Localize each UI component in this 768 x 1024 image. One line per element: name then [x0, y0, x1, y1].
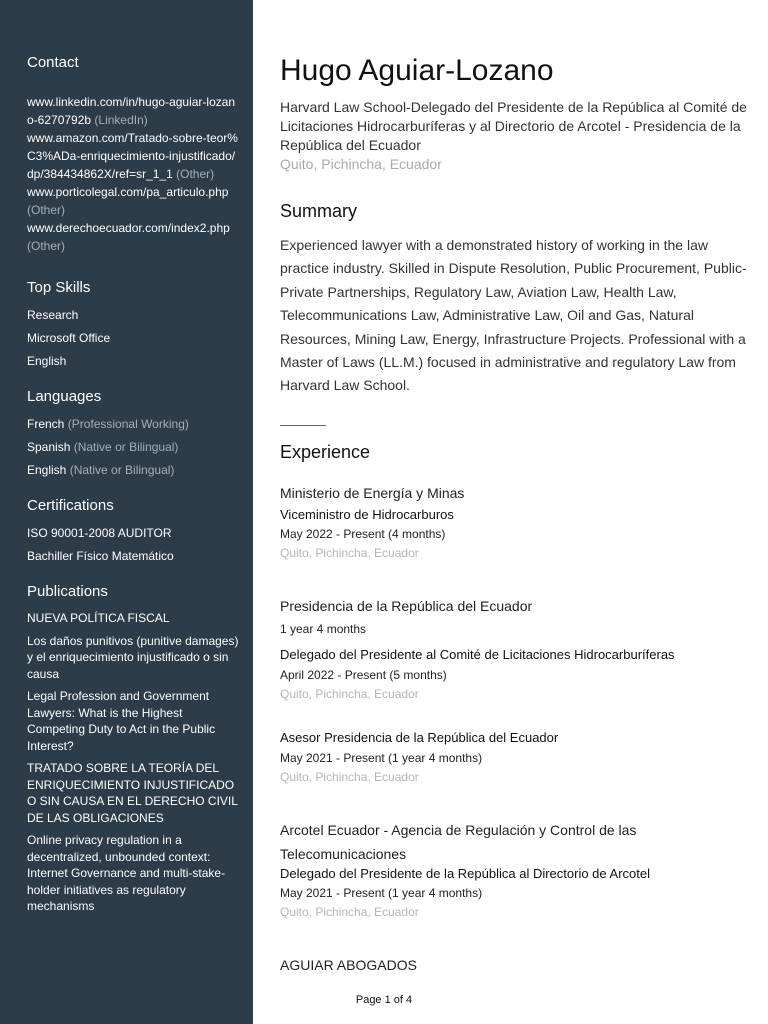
- language-name: Spanish: [27, 440, 71, 454]
- publication-item: Los daños punitivos (punitive damages) y el enriquecimiento injustificado o sin causa: [27, 633, 239, 681]
- certifications-heading: Certifications: [27, 497, 114, 514]
- contact-list: [27, 93, 241, 255]
- company-name: Arcotel Ecuador - Agencia de Regulación y Control de las Telecomunicaciones: [280, 822, 637, 862]
- contact-url[interactable]: www.derechoecuador.com/index2.php: [27, 221, 230, 235]
- contact-url[interactable]: www.amazon.com/Tratado-sobre-teor%C3%ADa-enriquecimiento-injustificado/dp/384434862X/ref=sr_1_1: [27, 131, 238, 181]
- contact-porticolegal[interactable]: [27, 183, 241, 219]
- job-location: Quito, Pichincha, Ecuador: [280, 546, 419, 560]
- job-location: Quito, Pichincha, Ecuador: [280, 905, 419, 919]
- company-name: Ministerio de Energía y Minas: [280, 485, 465, 501]
- language-level: (Native or Bilingual): [73, 440, 179, 454]
- summary-heading: Summary: [280, 201, 358, 221]
- job-dates: April 2022 - Present (5 months): [280, 668, 447, 682]
- language-name: English: [27, 463, 67, 477]
- language-name: French: [27, 417, 65, 431]
- language-item: [27, 440, 241, 454]
- skill-item: Research: [27, 308, 79, 322]
- contact-heading: Contact: [27, 54, 79, 71]
- contact-url[interactable]: www.porticolegal.com/pa_articulo.php: [27, 185, 229, 199]
- skill-item: English: [27, 354, 67, 368]
- contact-label: (Other): [176, 167, 215, 181]
- contact-derechoecuador[interactable]: [27, 219, 241, 255]
- language-level: (Native or Bilingual): [69, 463, 175, 477]
- skill-item: Microsoft Office: [27, 331, 111, 345]
- top-skills-heading: Top Skills: [27, 279, 91, 296]
- contact-linkedin[interactable]: [27, 93, 241, 129]
- contact-label: (LinkedIn): [94, 113, 148, 127]
- page-number: Page 1 of 4: [355, 994, 413, 1006]
- job-dates: May 2021 - Present (1 year 4 months): [280, 886, 483, 900]
- profile-location: Quito, Pichincha, Ecuador: [280, 156, 442, 172]
- sidebar: [0, 0, 253, 1024]
- contact-label: (Other): [27, 203, 66, 217]
- language-level: (Professional Working): [67, 417, 189, 431]
- headline-text: Harvard Law School-Delegado del Presidente de la República al Comité de Licitaciones Hidrocarburíferas y al Directorio de Arcotel - Presidencia de la República del Ecuador: [280, 99, 747, 153]
- company-name: AGUIAR ABOGADOS: [280, 957, 417, 973]
- company-duration: 1 year 4 months: [280, 622, 367, 636]
- certification-item: ISO 90001-2008 AUDITOR: [27, 526, 172, 540]
- contact-url[interactable]: www.linkedin.com/in/hugo-aguiar-lozano-6270792b: [27, 95, 236, 127]
- experience-heading: Experience: [280, 442, 371, 462]
- publication-item: NUEVA POLÍTICA FISCAL: [27, 611, 170, 625]
- company-name: Presidencia de la República del Ecuador: [280, 598, 533, 614]
- top-skills-section: [27, 279, 241, 368]
- certification-item: Bachiller Físico Matemático: [27, 549, 174, 563]
- language-item: [27, 463, 241, 477]
- publication-item: TRATADO SOBRE LA TEORÍA DEL ENRIQUECIMIENTO INJUSTIFICADO O SIN CAUSA EN EL DERECHO CIVIL DE LAS OBLIGACIONES: [27, 761, 238, 825]
- job-dates: May 2021 - Present (1 year 4 months): [280, 751, 483, 765]
- publications-heading: Publications: [27, 583, 108, 600]
- job-title: Asesor Presidencia de la República del Ecuador: [280, 730, 559, 745]
- summary-text: Experienced lawyer with a demonstrated history of working in the law practice industry. Skilled in Dispute Resolution, Public Procurement, Public-Private Partnerships, Regulatory Law, Aviation Law, Health Law, Telecommunications Law, Administrative Law, Oil and Gas, Natural Resources, Mining Law, Energy, Infrastructure Projects. Professional with a Master of Laws (LL.M.) focused in administrative and regulatory Law from Harvard Law School.: [280, 237, 747, 394]
- job-title: Viceministro de Hidrocarburos: [280, 507, 454, 522]
- contact-amazon[interactable]: [27, 129, 241, 183]
- publication-item: Online privacy regulation in a decentralized, unbounded context: Internet Governance and multi-stake-holder initiatives as regulatory mechanisms: [27, 833, 226, 913]
- job-location: Quito, Pichincha, Ecuador: [280, 770, 419, 784]
- publication-item: Legal Profession and Government Lawyers: What is the Highest Competing Duty to Act in the Public Interest?: [27, 689, 216, 753]
- certifications-section: [27, 497, 241, 563]
- section-divider: [280, 425, 326, 426]
- languages-heading: Languages: [27, 388, 102, 405]
- publications-section: [27, 583, 241, 915]
- profile-name: Hugo Aguiar-Lozano: [280, 54, 554, 87]
- profile-headline: [280, 98, 750, 174]
- contact-label: (Other): [27, 239, 66, 253]
- languages-section: [27, 388, 241, 477]
- job-dates: May 2022 - Present (4 months): [280, 527, 446, 541]
- job-location: Quito, Pichincha, Ecuador: [280, 687, 419, 701]
- contact-section: [27, 54, 241, 255]
- language-item: [27, 417, 241, 431]
- job-title: Delegado del Presidente de la República al Directorio de Arcotel: [280, 866, 650, 881]
- job-title: Delegado del Presidente al Comité de Licitaciones Hidrocarburíferas: [280, 647, 675, 662]
